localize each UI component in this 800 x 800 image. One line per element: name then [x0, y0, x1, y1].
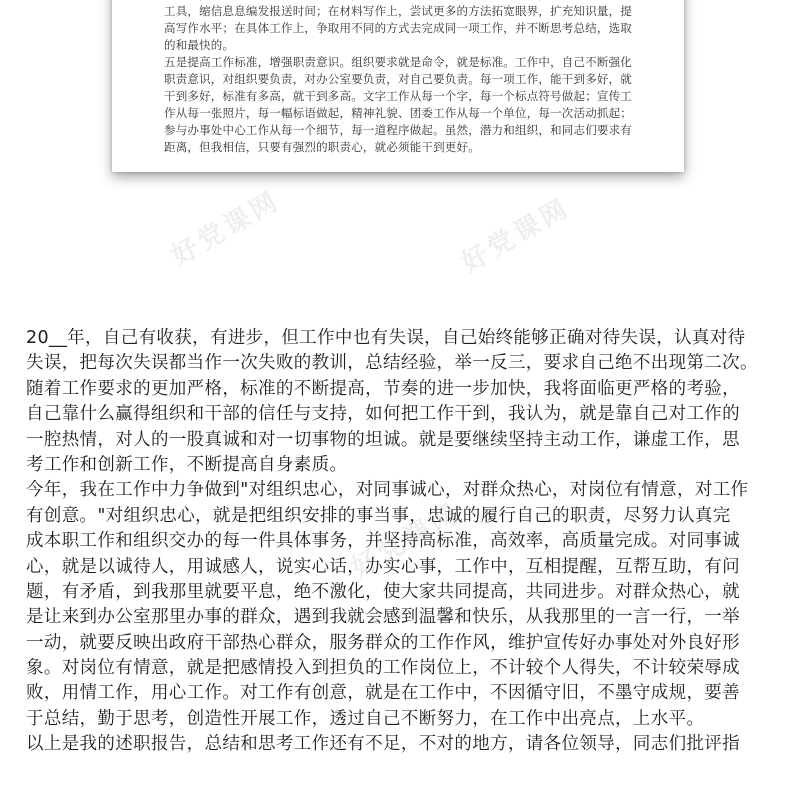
preview-line: 作从每一张照片，每一幅标语做起，精神礼貌、团委工作从每一个单位，每一次活动抓起；	[164, 106, 632, 120]
preview-line: 参与办事处中心工作从每一个细节，每一道程序做起。虽然，潜力和组织，和同志们要求有	[164, 123, 632, 137]
paragraph-line: 是让来到办公室那里办事的群众，遇到我就会感到温馨和快乐，从我那里的一言一行，一举	[26, 607, 740, 628]
watermark-text: 好党课网	[346, 497, 466, 584]
watermark-text: 好党课网	[456, 192, 576, 279]
paragraph-line: 失误，把每次失误都当作一次失败的教训，总结经验，举一反三，要求自己绝不出现第二次。	[26, 353, 758, 374]
paragraph-line: 成本职工作和组织交办的每一件具体事务，并坚持高标准，高效率，高质量完成。对同事诚	[26, 531, 740, 552]
paragraph-line: 一腔热情，对人的一股真诚和对一切事物的坦诚。就是要继续坚持主动工作，谦虚工作，思	[26, 429, 740, 450]
document-preview-card	[112, 0, 684, 172]
preview-line: 工具，缩信息息编发报送时间；在材料写作上，尝试更多的方法拓宽眼界，扩充知识量，提	[164, 4, 632, 18]
paragraph-line: 心，就是以诚待人，用诚感人，说实心话，办实心事，工作中，互相提醒，互帮互助，有问	[26, 556, 740, 577]
preview-line: 距离，但我相信，只要有强烈的职责心，就必须能干到更好。	[164, 140, 480, 154]
preview-line: 五是提高工作标准，增强职责意识。组织要求就是命令，就是标准。工作中，自己不断强化	[164, 55, 632, 69]
paragraph-line: 以上是我的述职报告，总结和思考工作还有不足，不对的地方，请各位领导，同志们批评指	[26, 734, 740, 755]
paragraph-line: 随着工作要求的更加严格，标准的不断提高，节奏的进一步加快，我将面临更严格的考验，	[26, 378, 740, 399]
paragraph-line: 今年，我在工作中力争做到"对组织忠心，对同事诚心，对群众热心，对岗位有情意，对工作	[26, 480, 749, 501]
preview-line: 职责意识，对组织要负责，对办公室要负责，对自己要负责。每一项工作，能干到多好，就	[164, 72, 632, 86]
preview-line: 干到多好，标准有多高，就干到多高。文字工作从每一个字，每一个标点符号做起；宣传工	[164, 89, 632, 103]
preview-text	[164, 0, 660, 156]
paragraph-line: 象。对岗位有情意，就是把感情投入到担负的工作岗位上，不计较个人得失，不计较荣辱成	[26, 658, 740, 679]
document-body	[26, 326, 784, 758]
watermark-text: 好党课网	[166, 185, 286, 272]
paragraph-line: 题，有矛盾，到我那里就要平息，绝不激化，使大家共同提高，共同进步。对群众热心，就	[26, 581, 740, 602]
paragraph-line: 考工作和创新工作，不断提高自身素质。	[26, 454, 348, 475]
paragraph-line: 败，用情工作，用心工作。对工作有创意，就是在工作中，不因循守旧，不墨守成规，要善	[26, 683, 740, 704]
paragraph-line: 于总结，勤于思考，创造性开展工作，透过自己不断努力，在工作中出亮点，上水平。	[26, 708, 705, 729]
paragraph-line: 有创意。"对组织忠心，就是把组织安排的事当事，忠诚的履行自己的职责，尽努力认真完	[26, 505, 731, 526]
paragraph-line: 自己靠什么赢得组织和干部的信任与支持，如何把工作干到，我认为，就是靠自己对工作的	[26, 404, 740, 425]
paragraph-line: 一动，就要反映出政府干部热心群众，服务群众的工作作风，维护宣传好办事处对外良好形	[26, 632, 740, 653]
paragraph-line: 20__年，自己有收获，有进步，但工作中也有失误，自己始终能够正确对待失误，认真对待	[26, 328, 746, 348]
preview-line: 的和最快的。	[164, 38, 235, 52]
preview-line: 高写作水平；在具体工作上，争取用不同的方式去完成同一项工作，并不断思考总结，选取	[164, 21, 632, 35]
